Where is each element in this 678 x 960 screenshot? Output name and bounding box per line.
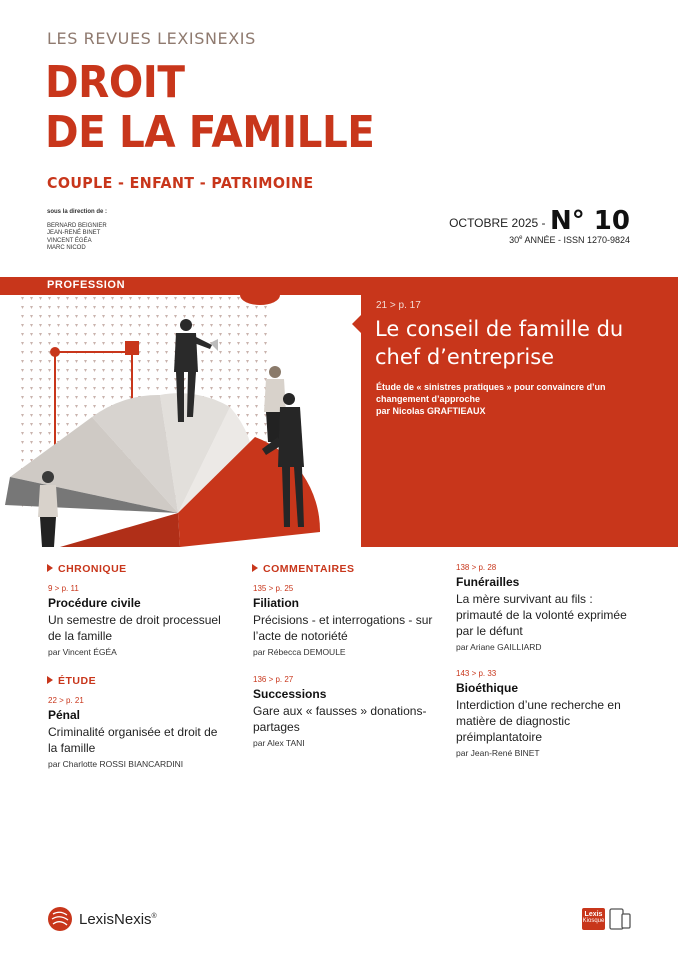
article-theme: Filiation [253,596,299,610]
device-icon [609,907,631,931]
journal-title [45,58,375,158]
article-author: par Charlotte ROSSI BIANCARDINI [48,759,184,769]
article-title[interactable]: Un semestre de droit processuel de la famille [48,613,221,643]
publisher-name: LexisNexis® [79,910,157,928]
article-funerailles[interactable] [456,563,631,652]
director-name: JEAN-RENÉ BINET [47,230,101,237]
publisher-logo [47,906,157,932]
article-author: par Vincent ÉGÉA [48,647,117,657]
article-ref: 143 > p. 33 [456,669,497,678]
feature-title[interactable]: Le conseil de famille du chef d’entreprise [375,317,624,369]
section-arrow-icon [47,676,53,684]
director-name: MARC NICOD [47,245,86,252]
article-ref: 138 > p. 28 [456,563,497,572]
article-title[interactable]: La mère survivant au fils : primauté de la volonté exprimée par le défunt [456,592,627,638]
collage-image [0,277,361,547]
article-title[interactable]: Précisions - et interrogations - sur l’acte de notoriété [253,613,433,643]
section-commentaires: COMMENTAIRES [252,563,355,575]
feature-ref: 21 > p. 17 [376,300,421,311]
feature-author: par Nicolas GRAFTIEAUX [376,406,486,416]
kiosque-badge[interactable] [582,907,631,931]
article-theme: Funérailles [456,575,520,589]
article-author: par Alex TANI [253,738,305,748]
issue-year-issn: 30e ANNÉE - ISSN 1270-9824 [509,235,630,245]
section-arrow-icon [252,564,258,572]
direction-label: sous la direction de : [47,209,108,215]
cover-illustration [0,277,361,547]
article-bioethique[interactable] [456,669,631,758]
article-author: par Jean-René BINET [456,748,540,758]
feature-panel[interactable] [361,277,678,547]
lexis-kiosque-icon: Lexis Kiosque [582,908,605,930]
lexisnexis-logo-icon [47,906,73,932]
journal-subtitle: COUPLE - ENFANT - PATRIMOINE [47,174,314,192]
article-filiation[interactable] [253,584,438,657]
article-author: par Rébecca DEMOULE [253,647,346,657]
journal-title-line2: DE LA FAMILLE [45,107,375,158]
article-theme: Successions [253,687,327,701]
section-chronique: CHRONIQUE [47,563,127,575]
feature-description: Étude de « sinistres pratiques » pour convaincre d’un changement d’approche [376,382,606,404]
director-name: BERNARD BEIGNIER [47,222,107,229]
article-theme: Procédure civile [48,596,141,610]
article-procedure-civile[interactable] [48,584,223,657]
article-title[interactable]: Criminalité organisée et droit de la famille [48,725,218,755]
section-etude: ÉTUDE [47,675,96,687]
issue-info [449,206,630,245]
article-ref: 135 > p. 25 [253,584,294,593]
article-theme: Bioéthique [456,681,518,695]
series-label: LES REVUES LEXISNEXIS [47,29,256,48]
article-ref: 22 > p. 21 [48,696,84,705]
feature-band [0,277,678,547]
article-successions[interactable] [253,675,438,748]
editorial-direction [47,209,107,253]
article-ref: 136 > p. 27 [253,675,294,684]
journal-title-line1: DROIT [45,57,185,108]
feature-desc [376,381,626,417]
director-name: VINCENT ÉGÉA [47,237,92,244]
article-author: par Ariane GAILLIARD [456,642,542,652]
article-title[interactable]: Interdiction d’une recherche en matière de diagnostic préimplantatoire [456,698,621,744]
section-arrow-icon [47,564,53,572]
issue-number: N° 10 [550,206,630,236]
article-penal[interactable] [48,696,223,769]
article-ref: 9 > p. 11 [48,584,79,593]
article-title[interactable]: Gare aux « fausses » donations-partages [253,704,427,734]
article-theme: Pénal [48,708,81,722]
issue-date: OCTOBRE 2025 - [449,216,546,230]
section-profession: PROFESSION [0,277,361,295]
